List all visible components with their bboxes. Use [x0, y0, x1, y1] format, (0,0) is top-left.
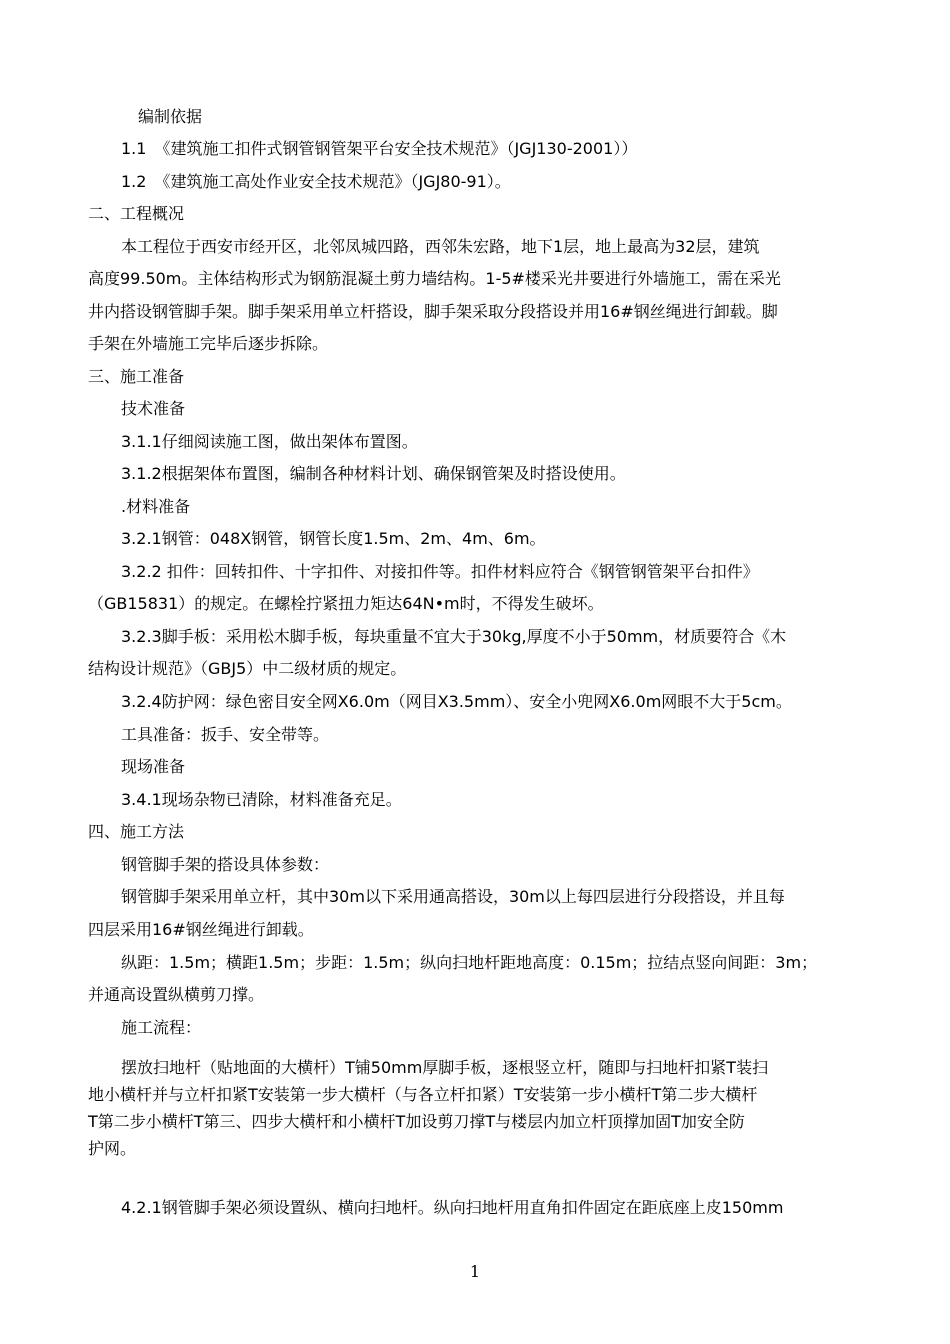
text-line: 4.2.1钢管脚手架必须设置纵、横向扫地杆。纵向扫地杆用直角扣件固定在距底座上皮150mm	[121, 1198, 784, 1217]
text-line: 并通高设置纵横剪刀撑。	[88, 985, 265, 1004]
text-line: 结构设计规范》（GBJ5）中二级材质的规定。	[88, 659, 407, 678]
subsection-heading: 钢管脚手架的搭设具体参数：	[121, 855, 330, 874]
text-line: 3.1.1仔细阅读施工图，做出架体布置图。	[121, 432, 418, 451]
text-line: 地小横杆并与立杆扣紧T安装第一步大横杆（与各立杆扣紧）T安装第一步小横杆T第二步大横杆	[88, 1085, 758, 1104]
text-line: 1.1 《建筑施工扣件式钢管钢管架平台安全技术规范》（JGJ130-2001））	[121, 139, 638, 158]
text-line: （GB15831）的规定。在螺栓拧紧扭力矩达64N•m时，不得发生破坏。	[88, 594, 604, 613]
section-heading: 四、施工方法	[88, 822, 185, 841]
section-heading: 二、工程概况	[88, 204, 185, 223]
text-line: 手架在外墙施工完毕后逐步拆除。	[88, 334, 329, 353]
subsection-heading: 施工流程：	[121, 1018, 202, 1037]
text-line: 井内搭设钢管脚手架。脚手架采用单立杆搭设，脚手架采取分段搭设并用16#钢丝绳进行卸载。脚	[88, 302, 778, 321]
text-line: 四层采用16#钢丝绳进行卸载。	[88, 920, 314, 939]
text-line: T第二步小横杆T第三、四步大横杆和小横杆T加设剪刀撑T与楼层内加立杆顶撑加固T加安全防	[88, 1112, 745, 1131]
text-line: 3.2.3脚手板：采用松木脚手板，每块重量不宜大于30kg,厚度不小于50mm，材质要符合《木	[121, 627, 787, 646]
text-line: 高度99.50m。主体结构形式为钢筋混凝土剪力墙结构。1-5#楼采光井要进行外墙施工，需在采光	[88, 269, 781, 288]
subsection-heading: 技术准备	[121, 399, 186, 418]
text-line: 3.4.1现场杂物已清除，材料准备充足。	[121, 790, 402, 809]
text-line: 3.2.2 扣件：回转扣件、十字扣件、对接扣件等。扣件材料应符合《钢管钢管架平台扣件》	[121, 562, 759, 581]
section-heading: 三、施工准备	[88, 367, 185, 386]
text-line: 3.2.4防护网：绿色密目安全网X6.0m（网目X3.5mm）、安全小兜网X6.0m网眼不大于5cm。	[121, 692, 792, 711]
text-line: 护网。	[88, 1139, 137, 1158]
text-line: 3.2.1钢管：048X钢管，钢管长度1.5m、2m、4m、6m。	[121, 529, 546, 548]
text-line: 摆放扫地杆（贴地面的大横杆）T铺50mm厚脚手板，逐根竖立杆，随即与扫地杆扣紧T装扫	[121, 1058, 769, 1077]
text-line: 本工程位于西安市经开区，北邻凤城四路，西邻朱宏路，地下1层，地上最高为32层，建筑	[121, 237, 760, 256]
text-line: 钢管脚手架采用单立杆，其中30m以下采用通高搭设，30m以上每四层进行分段搭设，并且每	[121, 887, 785, 906]
page-number: 1	[469, 1262, 481, 1281]
subsection-heading: .材料准备	[121, 497, 191, 516]
text-line: 编制依据	[138, 107, 203, 126]
text-line: 3.1.2根据架体布置图，编制各种材料计划、确保钢管架及时搭设使用。	[121, 464, 626, 483]
text-line: 1.2 《建筑施工高处作业安全技术规范》（JGJ80-91）。	[121, 172, 511, 191]
subsection-heading: 现场准备	[121, 757, 186, 776]
text-line: 纵距：1.5m；横距1.5m；步距：1.5m；纵向扫地杆距地高度：0.15m；拉结点竖向间距：3m；	[121, 953, 818, 972]
text-line: 工具准备：扳手、安全带等。	[121, 725, 330, 744]
